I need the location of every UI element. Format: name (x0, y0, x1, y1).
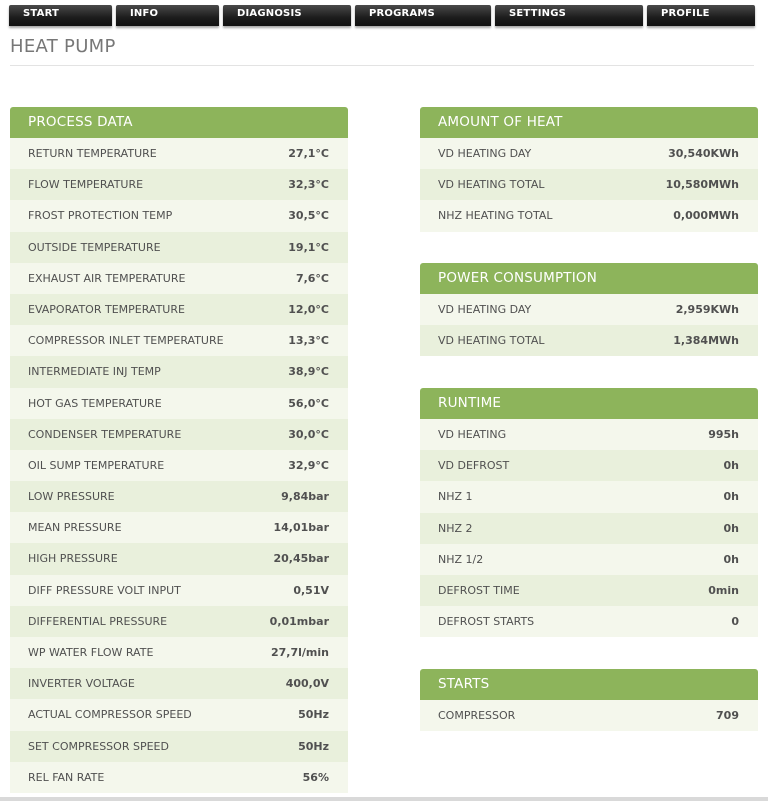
table-row (10, 232, 348, 263)
row-label: DIFFERENTIAL PRESSURE (28, 614, 168, 628)
table-row (10, 575, 348, 606)
row-label: RETURN TEMPERATURE (28, 147, 157, 160)
row-label: LOW PRESSURE (28, 490, 115, 504)
table-row (10, 481, 348, 512)
table-row (10, 325, 348, 356)
table-row (10, 294, 348, 325)
row-value: 1,384MWh (673, 334, 739, 348)
row-value: 56% (302, 770, 329, 784)
table-row (10, 263, 348, 294)
row-value: 2,959KWh (675, 303, 739, 316)
table-row (420, 450, 758, 481)
row-label: NHZ 1/2 (438, 552, 484, 566)
row-label: NHZ HEATING TOTAL (438, 209, 553, 223)
table-row (420, 200, 758, 231)
nav-programs-button[interactable]: PROGRAMS (355, 5, 491, 26)
process-data-panel (10, 107, 348, 793)
row-label: MEAN PRESSURE (28, 521, 122, 535)
row-label: VD HEATING TOTAL (438, 178, 545, 192)
row-label: INVERTER VOLTAGE (28, 677, 135, 691)
table-row (420, 419, 758, 450)
row-value: 32,9°C (288, 458, 329, 472)
runtime-panel (420, 388, 758, 637)
row-label: VD HEATING (438, 428, 507, 441)
row-value: 0,51V (293, 583, 329, 597)
table-row (420, 606, 758, 637)
row-value: 20,45bar (273, 552, 329, 566)
table-row (420, 294, 758, 325)
page-title: HEAT PUMP (10, 36, 116, 57)
starts-panel (420, 669, 758, 731)
row-value: 38,9°C (288, 365, 329, 379)
nav-profile-button[interactable]: PROFILE (647, 5, 755, 26)
row-value: 10,580MWh (665, 178, 739, 192)
table-row (10, 731, 348, 762)
table-row (420, 700, 758, 731)
row-label: COMPRESSOR INLET TEMPERATURE (28, 334, 224, 348)
panel-heading: POWER CONSUMPTION (420, 263, 758, 294)
row-value: 7,6°C (295, 271, 329, 285)
nav-info-button[interactable]: INFO (116, 5, 219, 26)
row-label: HOT GAS TEMPERATURE (28, 396, 162, 410)
row-value: 0,000MWh (673, 209, 739, 223)
row-value: 0min (708, 583, 739, 597)
table-row (10, 606, 348, 637)
row-label: DEFROST TIME (438, 583, 520, 597)
row-label: VD DEFROST (438, 459, 510, 473)
nav-start-button[interactable]: START (9, 5, 112, 26)
table-row (10, 388, 348, 419)
row-label: HIGH PRESSURE (28, 552, 118, 566)
row-value: 400,0V (285, 677, 329, 691)
row-label: EVAPORATOR TEMPERATURE (28, 302, 185, 316)
table-row (420, 169, 758, 200)
table-row (10, 138, 348, 169)
row-value: 50Hz (298, 708, 329, 722)
row-label: EXHAUST AIR TEMPERATURE (28, 271, 186, 285)
row-value: 0 (731, 615, 739, 629)
panel-heading: RUNTIME (420, 388, 758, 419)
table-row (420, 481, 758, 512)
row-label: VD HEATING DAY (438, 147, 532, 160)
title-divider (10, 65, 754, 66)
row-label: WP WATER FLOW RATE (28, 646, 154, 659)
row-value: 0h (723, 552, 739, 566)
row-value: 0h (723, 521, 739, 535)
row-value: 27,7l/min (271, 646, 329, 659)
row-value: 19,1°C (288, 240, 329, 254)
row-value: 0h (723, 459, 739, 473)
table-row (420, 325, 758, 356)
table-row (420, 513, 758, 544)
row-label: CONDENSER TEMPERATURE (28, 427, 182, 441)
row-label: FROST PROTECTION TEMP (28, 209, 173, 223)
power-consumption-panel (420, 263, 758, 356)
row-value: 27,1°C (288, 147, 329, 160)
row-value: 9,84bar (281, 490, 329, 504)
table-row (10, 512, 348, 543)
nav-diagnosis-button[interactable]: DIAGNOSIS (223, 5, 351, 26)
row-label: DEFROST STARTS (438, 615, 535, 629)
row-label: NHZ 2 (438, 521, 473, 535)
table-row (420, 138, 758, 169)
row-label: SET COMPRESSOR SPEED (28, 739, 169, 753)
row-value: 0h (723, 490, 739, 504)
top-nav (0, 5, 768, 27)
table-row (10, 450, 348, 481)
row-label: OUTSIDE TEMPERATURE (28, 240, 161, 254)
table-row (10, 419, 348, 450)
nav-settings-button[interactable]: SETTINGS (495, 5, 643, 26)
row-value: 30,540KWh (668, 147, 739, 160)
table-row (10, 169, 348, 200)
table-row (420, 544, 758, 575)
table-row (10, 762, 348, 793)
row-value: 995h (708, 428, 739, 441)
footer-divider (0, 797, 768, 801)
table-row (420, 575, 758, 606)
row-label: NHZ 1 (438, 490, 473, 504)
table-row (10, 699, 348, 730)
panel-heading: STARTS (420, 669, 758, 700)
row-value: 13,3°C (288, 334, 329, 348)
row-label: COMPRESSOR (438, 709, 516, 722)
row-label: VD HEATING TOTAL (438, 334, 545, 348)
row-value: 0,01mbar (269, 614, 329, 628)
row-value: 709 (716, 709, 739, 722)
panel-heading: AMOUNT OF HEAT (420, 107, 758, 138)
row-label: DIFF PRESSURE VOLT INPUT (28, 583, 181, 597)
row-label: INTERMEDIATE INJ TEMP (28, 365, 161, 379)
row-label: REL FAN RATE (28, 770, 105, 784)
table-row (10, 637, 348, 668)
table-row (10, 543, 348, 574)
row-value: 14,01bar (273, 521, 329, 535)
row-label: VD HEATING DAY (438, 303, 532, 316)
table-row (10, 668, 348, 699)
table-row (10, 200, 348, 231)
row-value: 56,0°C (288, 396, 329, 410)
row-value: 30,5°C (288, 209, 329, 223)
row-value: 30,0°C (288, 427, 329, 441)
row-label: ACTUAL COMPRESSOR SPEED (28, 708, 192, 722)
row-value: 12,0°C (288, 302, 329, 316)
amount-of-heat-panel (420, 107, 758, 232)
row-value: 50Hz (298, 739, 329, 753)
row-value: 32,3°C (288, 178, 329, 192)
panel-heading: PROCESS DATA (10, 107, 348, 138)
table-row (10, 356, 348, 387)
row-label: FLOW TEMPERATURE (28, 178, 144, 192)
row-label: OIL SUMP TEMPERATURE (28, 458, 165, 472)
